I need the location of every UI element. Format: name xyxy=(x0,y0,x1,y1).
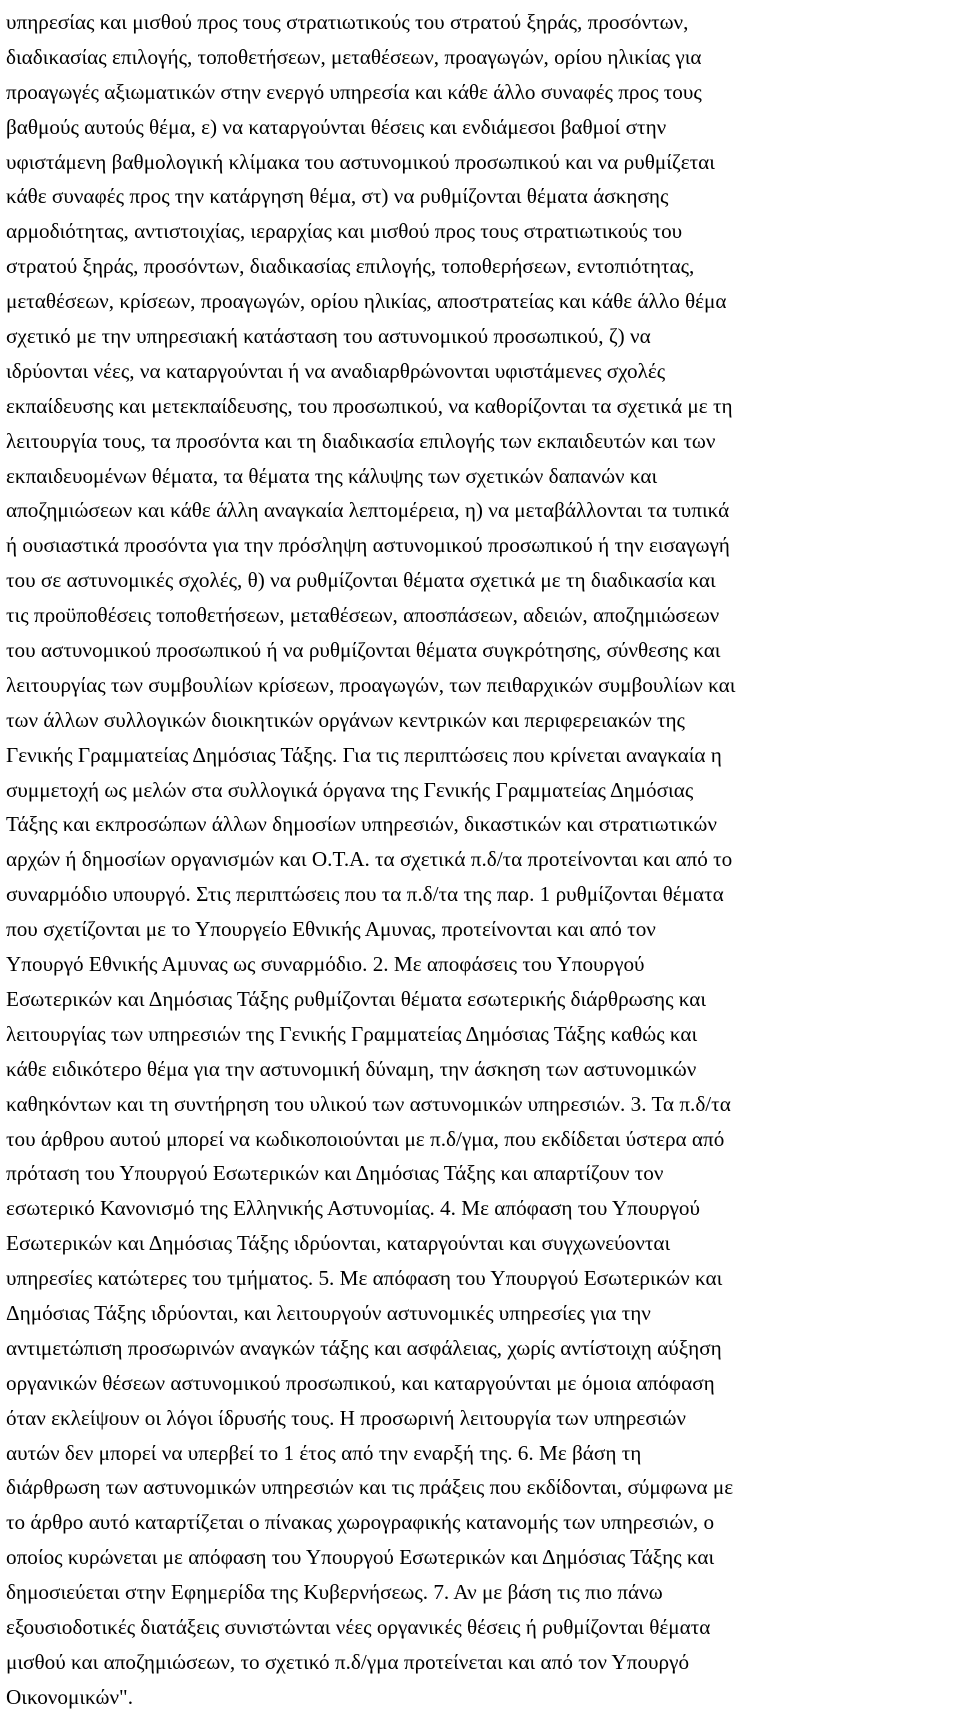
text-line: υπηρεσίας και μισθού προς τους στρατιωτικούς του στρατού ξηράς, προσόντων, xyxy=(6,10,689,34)
text-line: του σε αστυνομικές σχολές, θ) να ρυθμίζονται θέματα σχετικά με τη διαδικασία και xyxy=(6,568,716,593)
text-line: λειτουργίας των υπηρεσιών της Γενικής Γραμματείας Δημόσιας Τάξης καθώς και xyxy=(6,1021,698,1046)
text-line: αντιμετώπιση προσωρινών αναγκών τάξης και ασφάλειας, χωρίς αντίστοιχη αύξηση xyxy=(6,1335,722,1360)
text-line: εσωτερικό Κανονισμό της Ελληνικής Αστυνομίας. 4. Με απόφαση του Υπουργού xyxy=(6,1196,701,1221)
text-line: ή ουσιαστικά προσόντα για την πρόσληψη αστυνομικού προσωπικού ή την εισαγωγή xyxy=(6,533,730,558)
text-line: Τάξης και εκπροσώπων άλλων δημοσίων υπηρεσιών, δικαστικών και στρατιωτικών xyxy=(6,812,717,837)
text-line: το άρθρο αυτό καταρτίζεται ο πίνακας χωρογραφικής κατανομής των υπηρεσιών, ο xyxy=(6,1510,715,1535)
text-line: οργανικών θέσεων αστυνομικού προσωπικού, και καταργούνται με όμοια απόφαση xyxy=(6,1370,715,1395)
text-line: των άλλων συλλογικών διοικητικών οργάνων κεντρικών και περιφερειακών της xyxy=(6,707,685,732)
text-line: προαγωγές αξιωματικών στην ενεργό υπηρεσία και κάθε άλλο συναφές προς τους xyxy=(6,79,702,104)
text-line: υπηρεσίες κατώτερες του τμήματος. 5. Με απόφαση του Υπουργού Εσωτερικών και xyxy=(6,1266,723,1291)
text-line: Υπουργό Εθνικής Αμυνας ως συναρμόδιο. 2. Με αποφάσεις του Υπουργού xyxy=(6,952,645,977)
text-line: όταν εκλείψουν οι λόγοι ίδρυσής τους. Η προσωρινή λειτουργία των υπηρεσιών xyxy=(6,1405,686,1430)
text-line: Γενικής Γραμματείας Δημόσιας Τάξης. Για τις περιπτώσεις που κρίνεται αναγκαία η xyxy=(6,742,722,767)
text-line: μεταθέσεων, κρίσεων, προαγωγών, ορίου ηλικίας, αποστρατείας και κάθε άλλο θέμα xyxy=(6,289,727,314)
text-line: λειτουργίας των συμβουλίων κρίσεων, προαγωγών, των πειθαρχικών συμβουλίων και xyxy=(6,672,736,697)
text-line: υφιστάμενη βαθμολογική κλίμακα του αστυνομικού προσωπικού και να ρυθμίζεται xyxy=(6,149,715,174)
text-line: στρατού ξηράς, προσόντων, διαδικασίας επιλογής, τοποθερήσεων, εντοπιότητας, xyxy=(6,254,695,279)
text-line: διάρθρωση των αστυνομικών υπηρεσιών και τις πράξεις που εκδίδονται, σύμφωνα με xyxy=(6,1475,734,1500)
text-line: τις προϋποθέσεις τοποθετήσεων, μεταθέσεων, αποσπάσεων, αδειών, αποζημιώσεων xyxy=(6,603,720,628)
text-line: αρμοδιότητας, αντιστοιχίας, ιεραρχίας και μισθού προς τους στρατιωτικούς του xyxy=(6,219,683,244)
text-line: αποζημιώσεων και κάθε άλλη αναγκαία λεπτομέρεια, η) να μεταβάλλονται τα τυπικά xyxy=(6,498,730,523)
text-line: πρόταση του Υπουργού Εσωτερικών και Δημόσιας Τάξης και απαρτίζουν τον xyxy=(6,1161,664,1186)
text-line: εκπαίδευσης και μετεκπαίδευσης, του προσωπικού, να καθορίζονται τα σχετικά με τη xyxy=(6,393,733,418)
text-line: Εσωτερικών και Δημόσιας Τάξης ιδρύονται, καταργούνται και συγχωνεύονται xyxy=(6,1231,671,1256)
text-line: εξουσιοδοτικές διατάξεις συνιστώνται νέες οργανικές θέσεις ή ρυθμίζονται θέματα xyxy=(6,1614,711,1639)
text-line: βαθμούς αυτούς θέμα, ε) να καταργούνται θέσεις και ενδιάμεσοι βαθμοί στην xyxy=(6,114,667,139)
text-line: δημοσιεύεται στην Εφημερίδα της Κυβερνήσεως. 7. Αν με βάση τις πιο πάνω xyxy=(6,1580,663,1605)
text-line: ιδρύονται νέες, να καταργούνται ή να αναδιαρθρώνονται υφιστάμενες σχολές xyxy=(6,358,666,383)
text-line: του αστυνομικού προσωπικού ή να ρυθμίζονται θέματα συγκρότησης, σύνθεσης και xyxy=(6,638,721,663)
text-line: εκπαιδευομένων θέματα, τα θέματα της κάλυψης των σχετικών δαπανών και xyxy=(6,463,658,488)
text-line: οποίος κυρώνεται με απόφαση του Υπουργού Εσωτερικών και Δημόσιας Τάξης και xyxy=(6,1545,715,1570)
text-line: διαδικασίας επιλογής, τοποθετήσεων, μεταθέσεων, προαγωγών, ορίου ηλικίας για xyxy=(6,44,702,69)
text-line: σχετικό με την υπηρεσιακή κατάσταση του αστυνομικού προσωπικού, ζ) να xyxy=(6,324,651,349)
document-body xyxy=(6,5,958,1715)
text-line: λειτουργία τους, τα προσόντα και τη διαδικασία επιλογής των εκπαιδευτών και των xyxy=(6,428,716,453)
text-line: αρχών ή δημοσίων οργανισμών και Ο.Τ.Α. τα σχετικά π.δ/τα προτείνονται και από το xyxy=(6,847,733,872)
text-line: του άρθρου αυτού μπορεί να κωδικοποιούνται με π.δ/γμα, που εκδίδεται ύστερα από xyxy=(6,1126,725,1151)
text-line: κάθε ειδικότερο θέμα για την αστυνομική δύναμη, την άσκηση των αστυνομικών xyxy=(6,1056,697,1081)
text-line: Οικονομικών". xyxy=(6,1684,134,1709)
text-line: μισθού και αποζημιώσεων, το σχετικό π.δ/γμα προτείνεται και από τον Υπουργό xyxy=(6,1649,690,1674)
text-line: κάθε συναφές προς την κατάργηση θέμα, στ) να ρυθμίζονται θέματα άσκησης xyxy=(6,184,669,209)
text-line: Εσωτερικών και Δημόσιας Τάξης ρυθμίζονται θέματα εσωτερικής διάρθρωσης και xyxy=(6,986,707,1011)
text-line: που σχετίζονται με το Υπουργείο Εθνικής Αμυνας, προτείνονται και από τον xyxy=(6,917,656,942)
text-line: καθηκόντων και τη συντήρηση του υλικού των αστυνομικών υπηρεσιών. 3. Τα π.δ/τα xyxy=(6,1091,731,1116)
text-line: αυτών δεν μπορεί να υπερβεί το 1 έτος από την εναρξή της. 6. Με βάση τη xyxy=(6,1440,642,1465)
text-line: συμμετοχή ως μελών στα συλλογικά όργανα της Γενικής Γραμματείας Δημόσιας xyxy=(6,777,694,802)
text-line: Δημόσιας Τάξης ιδρύονται, και λειτουργούν αστυνομικές υπηρεσίες για την xyxy=(6,1300,651,1325)
text-line: συναρμόδιο υπουργό. Στις περιπτώσεις που τα π.δ/τα της παρ. 1 ρυθμίζονται θέματα xyxy=(6,882,724,907)
